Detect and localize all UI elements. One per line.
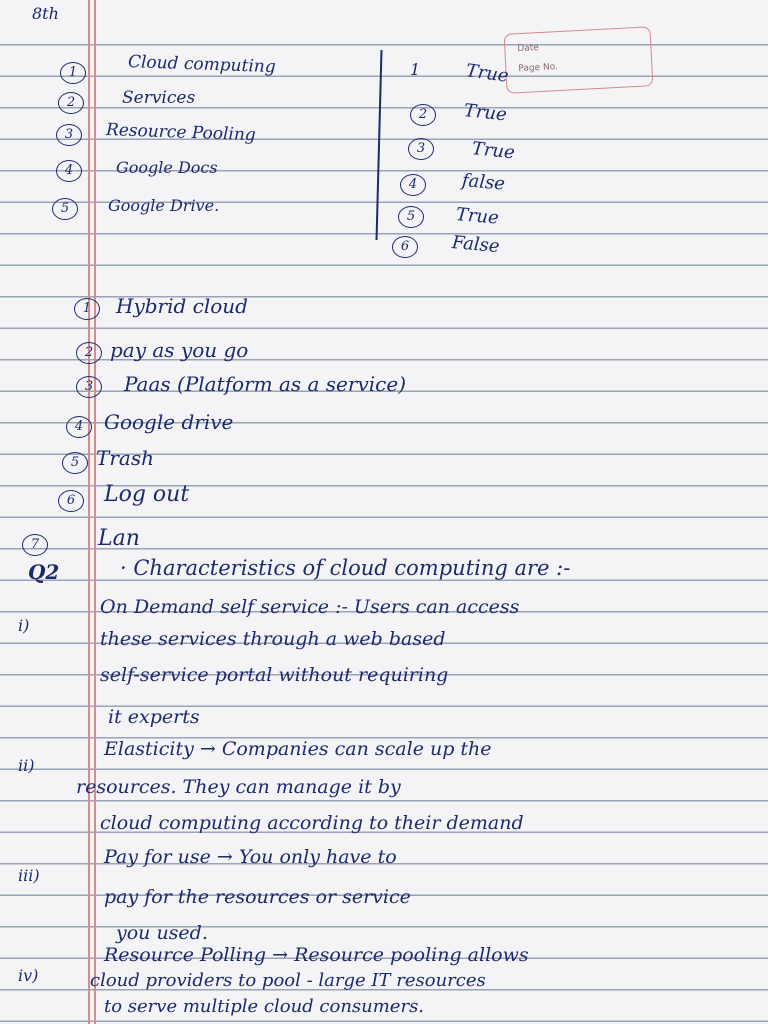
answer-number: 2 (76, 342, 102, 364)
answer-text: False (451, 232, 501, 258)
answer-text: True (470, 138, 516, 164)
answer-number: 7 (22, 534, 48, 556)
page-label: Page No. (518, 62, 559, 75)
answer-number: 4 (66, 416, 92, 438)
answer-text: Cloud computing (127, 52, 276, 78)
answer-number: 4 (56, 160, 82, 182)
question-heading: · Characteristics of cloud computing are :- (120, 556, 571, 580)
answer-text: Paas (Platform as a service) (124, 372, 406, 396)
point-line: self-service portal without requiring (100, 664, 449, 686)
answer-text: Lan (98, 526, 140, 551)
point-line: it experts (108, 706, 200, 728)
answer-text: Services (122, 88, 196, 108)
answer-text: Hybrid cloud (116, 294, 248, 318)
point-line: pay for the resources or service (104, 886, 411, 908)
point-number: ii) (18, 756, 35, 775)
point-line: you used. (116, 922, 208, 944)
answer-text: Google Drive. (108, 196, 220, 215)
answer-text: Log out (104, 482, 190, 507)
answer-number: 2 (58, 92, 84, 114)
answer-number: 2 (410, 104, 436, 126)
point-number: iii) (18, 866, 40, 885)
answer-text: Trash (96, 446, 154, 470)
point-line: Elasticity → Companies can scale up the (104, 738, 492, 760)
point-line: cloud computing according to their demand (100, 812, 524, 834)
answer-number: 5 (398, 206, 424, 228)
answer-number: 4 (400, 174, 426, 196)
answer-number: 3 (56, 124, 82, 146)
date-label: Date (517, 43, 540, 55)
answer-text: Google Docs (116, 158, 218, 177)
answer-number: 3 (76, 376, 102, 398)
answer-number: 3 (408, 138, 434, 160)
answer-text: Resource Pooling (105, 120, 257, 146)
point-number: i) (18, 616, 30, 635)
answer-number: 6 (58, 490, 84, 512)
answer-text: True (462, 100, 508, 126)
answer-text: pay as you go (110, 338, 249, 362)
point-line: cloud providers to pool - large IT resources (90, 970, 486, 991)
point-number: iv) (18, 966, 39, 985)
answer-number: 5 (52, 198, 78, 220)
answer-text: True (455, 204, 500, 229)
point-line: these services through a web based (100, 628, 446, 650)
answer-number: 6 (392, 236, 418, 258)
question-label: Q2 (28, 560, 60, 584)
answer-number: 1 (410, 60, 421, 79)
margin-line (88, 0, 90, 1024)
point-line: Resource Polling → Resource pooling allows (104, 944, 529, 966)
answer-text: Google drive (104, 410, 234, 434)
margin-line (94, 0, 96, 1024)
point-line: resources. They can manage it by (76, 776, 401, 798)
page-number: 8th (32, 4, 59, 23)
point-line: Pay for use → You only have to (104, 846, 397, 868)
answer-number: 5 (62, 452, 88, 474)
answer-number: 1 (60, 62, 86, 84)
answer-text: True (464, 60, 510, 87)
point-line: On Demand self service :- Users can access (100, 596, 520, 618)
column-divider (376, 50, 382, 240)
answer-text: false (461, 170, 506, 195)
point-line: to serve multiple cloud consumers. (104, 996, 425, 1017)
answer-number: 1 (74, 298, 100, 320)
date-box (504, 26, 654, 94)
